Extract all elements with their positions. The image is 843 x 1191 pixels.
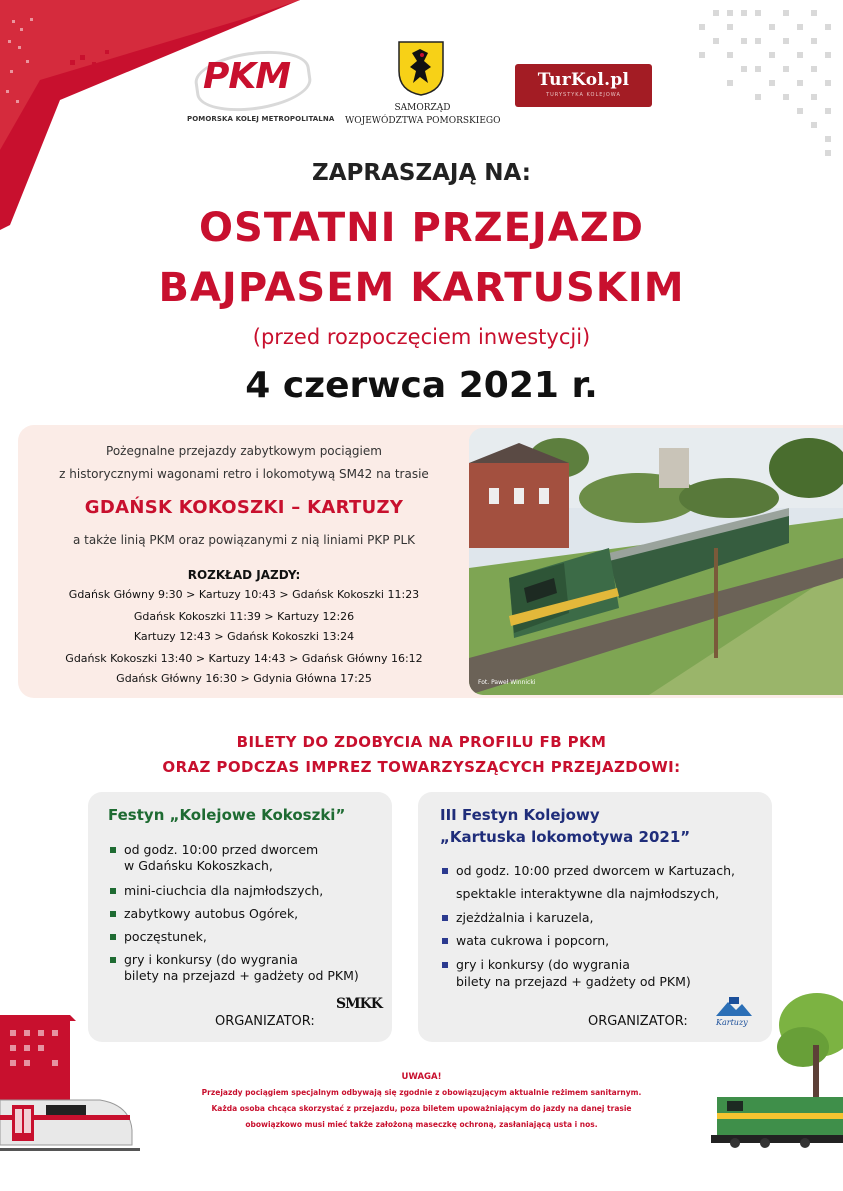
- schedule-row: Gdańsk Kokoszki 13:40 > Kartuzy 14:43 > Gdańsk Główny 16:12: [65, 652, 423, 665]
- schedule-row: Gdańsk Kokoszki 11:39 > Kartuzy 12:26: [133, 610, 355, 623]
- samorzad-logo: [345, 38, 500, 133]
- pkm-logo: [185, 42, 335, 127]
- festival1-item-cont: bilety na przejazd + gadżety od PKM): [124, 968, 359, 983]
- samorzad-line1: SAMORZĄD: [394, 103, 451, 113]
- pkm-logo-subtitle: POMORSKA KOLEJ METROPOLITALNA: [187, 115, 335, 123]
- tickets-line2: ORAZ PODCZAS IMPREZ TOWARZYSZĄCYCH PRZEJAZDOWI:: [162, 758, 681, 776]
- train-photo: [469, 428, 843, 695]
- schedule-heading: ROZKŁAD JAZDY:: [187, 568, 301, 582]
- griffin-shield-icon: [398, 41, 444, 96]
- title-line1: OSTATNI PRZEJAZD: [199, 205, 644, 251]
- turkol-name: TurKol.pl: [537, 70, 630, 90]
- schedule-row: Kartuzy 12:43 > Gdańsk Kokoszki 13:24: [133, 630, 355, 643]
- turkol-subtitle: TURYSTYKA KOLEJOWA: [546, 92, 621, 98]
- festival1-item: poczęstunek,: [124, 929, 207, 944]
- schedule-row: Gdańsk Główny 16:30 > Gdynia Główna 17:25: [116, 672, 372, 685]
- festival2-item: gry i konkursy (do wygrania: [456, 957, 630, 972]
- festival1-organizer-label: ORGANIZATOR:: [215, 1014, 315, 1029]
- festival1-title: Festyn „Kolejowe Kokoszki”: [108, 806, 346, 824]
- intro-line2: z historycznymi wagonami retro i lokomotywą SM42 na trasie: [59, 467, 429, 481]
- warning-heading: UWAGA!: [401, 1072, 442, 1082]
- event-date: 4 czerwca 2021 r.: [245, 365, 598, 406]
- festival1-item-cont: w Gdańsku Kokoszkach,: [124, 858, 273, 873]
- tickets-line1: BILETY DO ZDOBYCIA NA PROFILU FB PKM: [236, 733, 607, 751]
- also-line: a także linią PKM oraz powiązanymi z nią liniami PKP PLK: [72, 533, 416, 547]
- pkm-logo-mark: PKM: [203, 56, 291, 97]
- photo-credit: Fot. Paweł Winnicki: [478, 679, 536, 686]
- warning-line2: Każda osoba chcąca skorzystać z przejazdu, poza biletem upoważniającym do jazdy na danej trasie: [211, 1104, 632, 1113]
- festival1-item: mini-ciuchcia dla najmłodszych,: [124, 883, 324, 898]
- festival2-item: zjeżdżalnia i karuzela,: [456, 910, 594, 925]
- festival2-item-cont: bilety na przejazd + gadżety od PKM): [456, 974, 691, 989]
- title-line2: BAJPASEM KARTUSKIM: [158, 265, 685, 311]
- smkk-logo: SMKK: [336, 996, 382, 1012]
- festival2-title-line1: III Festyn Kolejowy: [440, 806, 600, 824]
- festival2-item: od godz. 10:00 przed dworcem w Kartuzach,: [456, 863, 735, 878]
- festival2-organizer-label: ORGANIZATOR:: [588, 1014, 688, 1029]
- warning-line3: obowiązkowo musi mieć także założoną maseczkę ochroną, zasłaniającą usta i nos.: [245, 1120, 598, 1129]
- subtitle: (przed rozpoczęciem inwestycji): [252, 325, 591, 349]
- kartuzy-logo-text: Kartuzy: [716, 1018, 748, 1027]
- festival2-title-line2: „Kartuska lokomotywa 2021”: [440, 828, 691, 846]
- grey-dots-decoration: [693, 0, 843, 170]
- schedule-row: Gdańsk Główny 9:30 > Kartuzy 10:43 > Gdańsk Kokoszki 11:23: [68, 588, 420, 601]
- green-locomotive-illustration: [705, 985, 843, 1155]
- festival1-item: gry i konkursy (do wygrania: [124, 952, 298, 967]
- festival2-item-cont: spektakle interaktywne dla najmłodszych,: [456, 886, 720, 901]
- intro-line1: Pożegnalne przejazdy zabytkowym pociągiem: [106, 444, 382, 458]
- route-heading: GDAŃSK KOKOSZKI – KARTUZY: [84, 497, 404, 518]
- warning-line1: Przejazdy pociągiem specjalnym odbywają się zgodnie z obowiązującym aktualnie reżimem sanitarnym.: [201, 1088, 642, 1097]
- samorzad-line2: WOJEWÓDZTWA POMORSKIEGO: [345, 116, 501, 126]
- festival2-item: wata cukrowa i popcorn,: [456, 933, 610, 948]
- festival1-item: zabytkowy autobus Ogórek,: [124, 906, 299, 921]
- festival1-item: od godz. 10:00 przed dworcem: [124, 842, 319, 857]
- turkol-logo: [515, 64, 652, 107]
- invite-heading: ZAPRASZAJĄ NA:: [312, 160, 531, 186]
